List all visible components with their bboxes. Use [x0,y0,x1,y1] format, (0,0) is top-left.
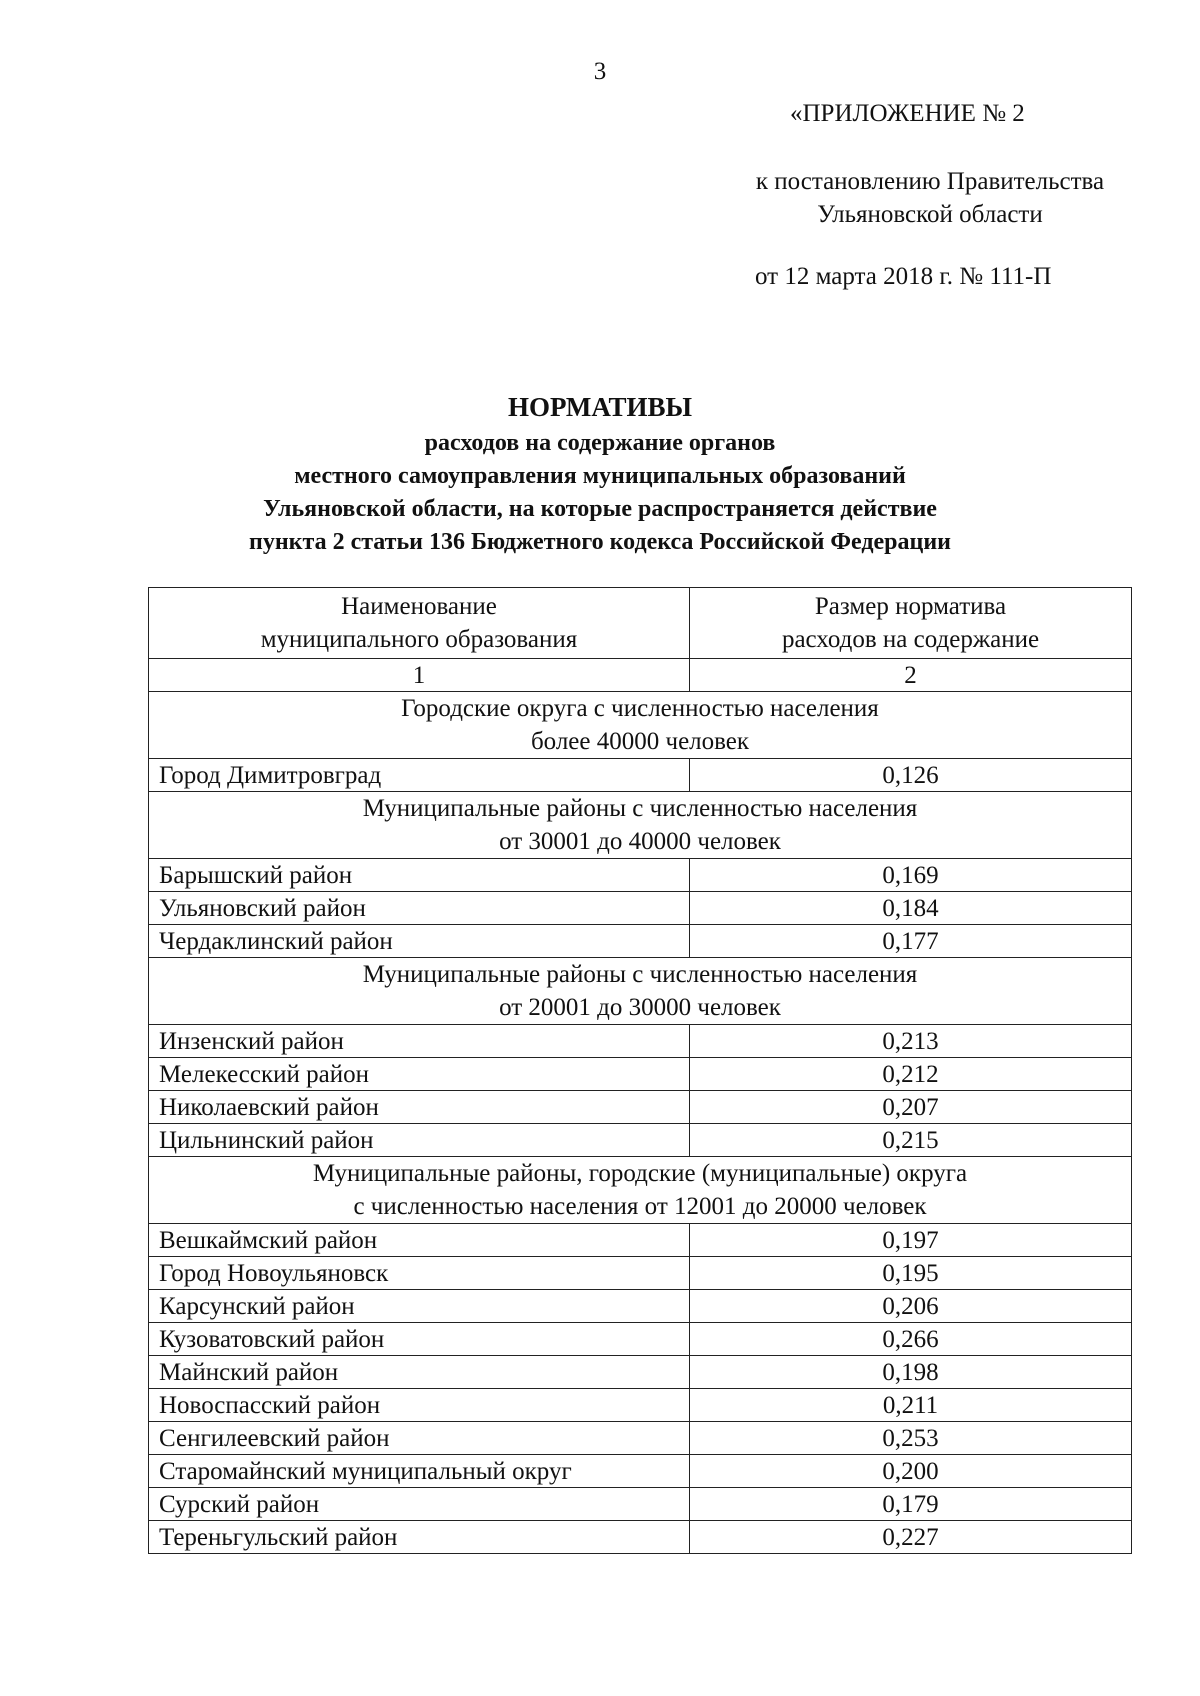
norm-value: 0,253 [690,1422,1132,1455]
municipality-name: Барышский район [149,859,690,892]
subtitle-line: пункта 2 статьи 136 Бюджетного кодекса Российской Федерации [249,529,951,555]
subtitle-line: Ульяновской области, на которые распространяется действие [263,496,937,522]
table-row [149,1455,1132,1488]
table-row [149,925,1132,958]
municipality-name: Карсунский район [149,1290,690,1323]
document-title: НОРМАТИВЫ [507,392,693,422]
table-row [149,1488,1132,1521]
municipality-name: Город Димитровград [149,759,690,792]
municipality-name: Вешкаймский район [149,1224,690,1257]
group-title-line: Городские округа с численностью населения [401,695,879,722]
norm-value: 0,212 [690,1058,1132,1091]
table-row [149,1356,1132,1389]
table-row [149,1257,1132,1290]
table-row [149,1025,1132,1058]
norms-table [148,587,1132,1554]
group-title-line: с численностью населения от 12001 до 20000 человек [353,1193,927,1220]
table-row [149,859,1132,892]
norm-value: 0,126 [690,759,1132,792]
table-row [149,759,1132,792]
municipality-name: Инзенский район [149,1025,690,1058]
group-header-row [149,1157,1132,1224]
column-header-value [690,588,1132,659]
norm-value: 0,266 [690,1323,1132,1356]
header-line: Размер норматива [814,593,1007,620]
column-number-row [149,659,1132,692]
subtitle-line: местного самоуправления муниципальных образований [294,463,906,489]
group-title [149,1157,1132,1224]
table-row [149,1091,1132,1124]
norm-value: 0,227 [690,1521,1132,1554]
municipality-name: Кузоватовский район [149,1323,690,1356]
group-header-row [149,792,1132,859]
page-number: 3 [593,58,607,85]
table-header-row [149,588,1132,659]
column-number-1: 1 [149,659,690,692]
norm-value: 0,195 [690,1257,1132,1290]
norm-value: 0,211 [690,1389,1132,1422]
group-title [149,958,1132,1025]
norm-value: 0,200 [690,1455,1132,1488]
header-line: Наименование [341,593,497,620]
table-row [149,1124,1132,1157]
norm-value: 0,179 [690,1488,1132,1521]
group-title-line: от 20001 до 30000 человек [499,994,781,1021]
norm-value: 0,169 [690,859,1132,892]
norm-value: 0,215 [690,1124,1132,1157]
column-header-name [149,588,690,659]
group-title-line: Муниципальные районы, городские (муниципальные) округа [312,1160,968,1187]
table-row [149,892,1132,925]
group-title-line: Муниципальные районы с численностью населения [362,795,918,822]
table-row [149,1389,1132,1422]
municipality-name: Сенгилеевский район [149,1422,690,1455]
norm-value: 0,198 [690,1356,1132,1389]
municipality-name: Чердаклинский район [149,925,690,958]
group-title-line: от 30001 до 40000 человек [499,828,781,855]
municipality-name: Ульяновский район [149,892,690,925]
municipality-name: Мелекесский район [149,1058,690,1091]
norm-value: 0,206 [690,1290,1132,1323]
column-number-2: 2 [690,659,1132,692]
table-row [149,1224,1132,1257]
norm-value: 0,177 [690,925,1132,958]
municipality-name: Николаевский район [149,1091,690,1124]
norm-value: 0,184 [690,892,1132,925]
reference-line-1: к постановлению Правительства [755,168,1105,195]
table-row [149,1521,1132,1554]
group-title [149,792,1132,859]
reference-line-2: Ульяновской области [817,201,1043,228]
table-row [149,1058,1132,1091]
municipality-name: Майнский район [149,1356,690,1389]
document-subtitle [100,427,1100,559]
norm-value: 0,213 [690,1025,1132,1058]
header-line: муниципального образования [260,626,578,653]
municipality-name: Новоспасский район [149,1389,690,1422]
table-row [149,1290,1132,1323]
group-title [149,692,1132,759]
municipality-name: Старомайнский муниципальный округ [149,1455,690,1488]
appendix-title: «ПРИЛОЖЕНИЕ № 2 [790,100,1025,127]
municipality-name: Город Новоульяновск [149,1257,690,1290]
header-line: расходов на содержание [781,626,1040,653]
municipality-name: Цильнинский район [149,1124,690,1157]
resolution-date: от 12 марта 2018 г. № 111-П [755,263,1052,290]
table-row [149,1422,1132,1455]
group-title-line: более 40000 человек [530,728,750,755]
norm-value: 0,207 [690,1091,1132,1124]
group-header-row [149,958,1132,1025]
table-row [149,1323,1132,1356]
subtitle-line: расходов на содержание органов [424,430,776,456]
group-header-row [149,692,1132,759]
norm-value: 0,197 [690,1224,1132,1257]
group-title-line: Муниципальные районы с численностью населения [362,961,918,988]
resolution-reference [720,165,1140,231]
municipality-name: Сурский район [149,1488,690,1521]
municipality-name: Тереньгульский район [149,1521,690,1554]
